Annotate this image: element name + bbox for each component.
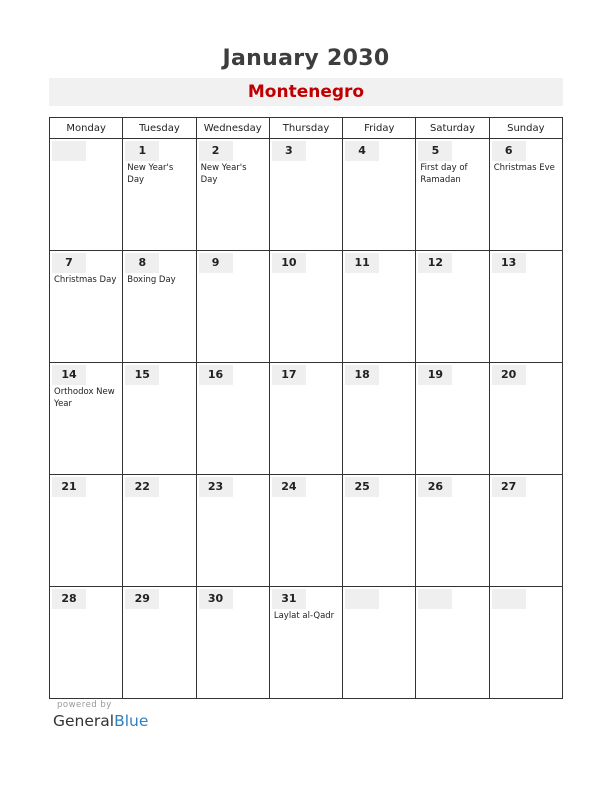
- month-calendar: [49, 117, 563, 699]
- day-cell: [196, 139, 269, 251]
- day-number: 20: [492, 365, 526, 385]
- holiday-label: Boxing Day: [127, 275, 176, 285]
- day-cell: [343, 251, 416, 363]
- day-cell: [123, 587, 196, 699]
- week-row: [50, 363, 563, 475]
- holiday-label: New Year's Day: [127, 163, 174, 185]
- day-cell: [50, 587, 123, 699]
- day-number: 29: [125, 589, 159, 609]
- generalblue-logo[interactable]: [53, 712, 148, 730]
- day-number: 19: [418, 365, 452, 385]
- day-number: 8: [125, 253, 159, 273]
- day-number: 30: [199, 589, 233, 609]
- day-number: 24: [272, 477, 306, 497]
- day-number: 12: [418, 253, 452, 273]
- day-cell: [269, 587, 342, 699]
- day-number: 16: [199, 365, 233, 385]
- weekday-tuesday: Tuesday: [123, 118, 196, 139]
- weekday-thursday: Thursday: [269, 118, 342, 139]
- day-number: 10: [272, 253, 306, 273]
- day-cell: [343, 475, 416, 587]
- day-cell: [269, 363, 342, 475]
- day-number: 9: [199, 253, 233, 273]
- day-number: 18: [345, 365, 379, 385]
- day-number: 11: [345, 253, 379, 273]
- weekday-friday: Friday: [343, 118, 416, 139]
- day-cell: [416, 475, 489, 587]
- day-cell: [416, 363, 489, 475]
- holiday-label: New Year's Day: [200, 163, 247, 185]
- day-number: 17: [272, 365, 306, 385]
- day-cell: [343, 587, 416, 699]
- brand-blue-text: Blue: [114, 712, 149, 730]
- holiday-label: Laylat al-Qadr: [273, 611, 335, 621]
- day-number: 14: [52, 365, 86, 385]
- day-cell: [489, 251, 562, 363]
- day-number: 28: [52, 589, 86, 609]
- day-number: 3: [272, 141, 306, 161]
- day-cell: [196, 475, 269, 587]
- country-banner: [49, 78, 563, 106]
- day-cell: [416, 587, 489, 699]
- week-row: [50, 251, 563, 363]
- day-number: 25: [345, 477, 379, 497]
- day-cell: [123, 475, 196, 587]
- brand-general-text: General: [53, 712, 115, 730]
- day-cell: [196, 363, 269, 475]
- day-cell: [343, 363, 416, 475]
- holiday-label: Christmas Eve: [493, 163, 555, 173]
- day-number: 27: [492, 477, 526, 497]
- day-number: [492, 589, 526, 609]
- day-number: 26: [418, 477, 452, 497]
- day-number: 5: [418, 141, 452, 161]
- day-number: 13: [492, 253, 526, 273]
- day-cell: [489, 139, 562, 251]
- day-cell: [416, 139, 489, 251]
- day-cell: [489, 363, 562, 475]
- weekday-sunday: Sunday: [489, 118, 562, 139]
- day-cell: [269, 251, 342, 363]
- day-cell: [489, 587, 562, 699]
- day-cell: [123, 139, 196, 251]
- day-number: 7: [52, 253, 86, 273]
- weekday-header-row: [50, 118, 563, 139]
- day-cell: [196, 587, 269, 699]
- week-row: [50, 475, 563, 587]
- day-cell: [50, 475, 123, 587]
- day-cell: [50, 363, 123, 475]
- country-name: Montenegro: [247, 82, 365, 102]
- day-number: 4: [345, 141, 379, 161]
- day-number: 21: [52, 477, 86, 497]
- day-number: 22: [125, 477, 159, 497]
- weekday-wednesday: Wednesday: [196, 118, 269, 139]
- weekday-monday: Monday: [50, 118, 123, 139]
- day-cell: [50, 251, 123, 363]
- weekday-saturday: Saturday: [416, 118, 489, 139]
- page-title: January 2030: [222, 46, 390, 71]
- day-number: 6: [492, 141, 526, 161]
- week-row: [50, 587, 563, 699]
- powered-by-text: powered by: [57, 700, 112, 710]
- day-cell: [123, 251, 196, 363]
- day-number: 2: [199, 141, 233, 161]
- day-number: [52, 141, 86, 161]
- holiday-label: First day of Ramadan: [420, 163, 468, 185]
- day-cell: [50, 139, 123, 251]
- day-cell: [343, 139, 416, 251]
- day-cell: [123, 363, 196, 475]
- day-number: 1: [125, 141, 159, 161]
- day-number: [345, 589, 379, 609]
- holiday-label: Christmas Day: [54, 275, 117, 285]
- calendar-body: [50, 139, 563, 699]
- holiday-label: Orthodox New Year: [54, 387, 115, 409]
- week-row: [50, 139, 563, 251]
- day-cell: [196, 251, 269, 363]
- day-cell: [416, 251, 489, 363]
- day-number: [418, 589, 452, 609]
- day-number: 15: [125, 365, 159, 385]
- day-number: 23: [199, 477, 233, 497]
- day-cell: [269, 475, 342, 587]
- day-cell: [269, 139, 342, 251]
- day-cell: [489, 475, 562, 587]
- day-number: 31: [272, 589, 306, 609]
